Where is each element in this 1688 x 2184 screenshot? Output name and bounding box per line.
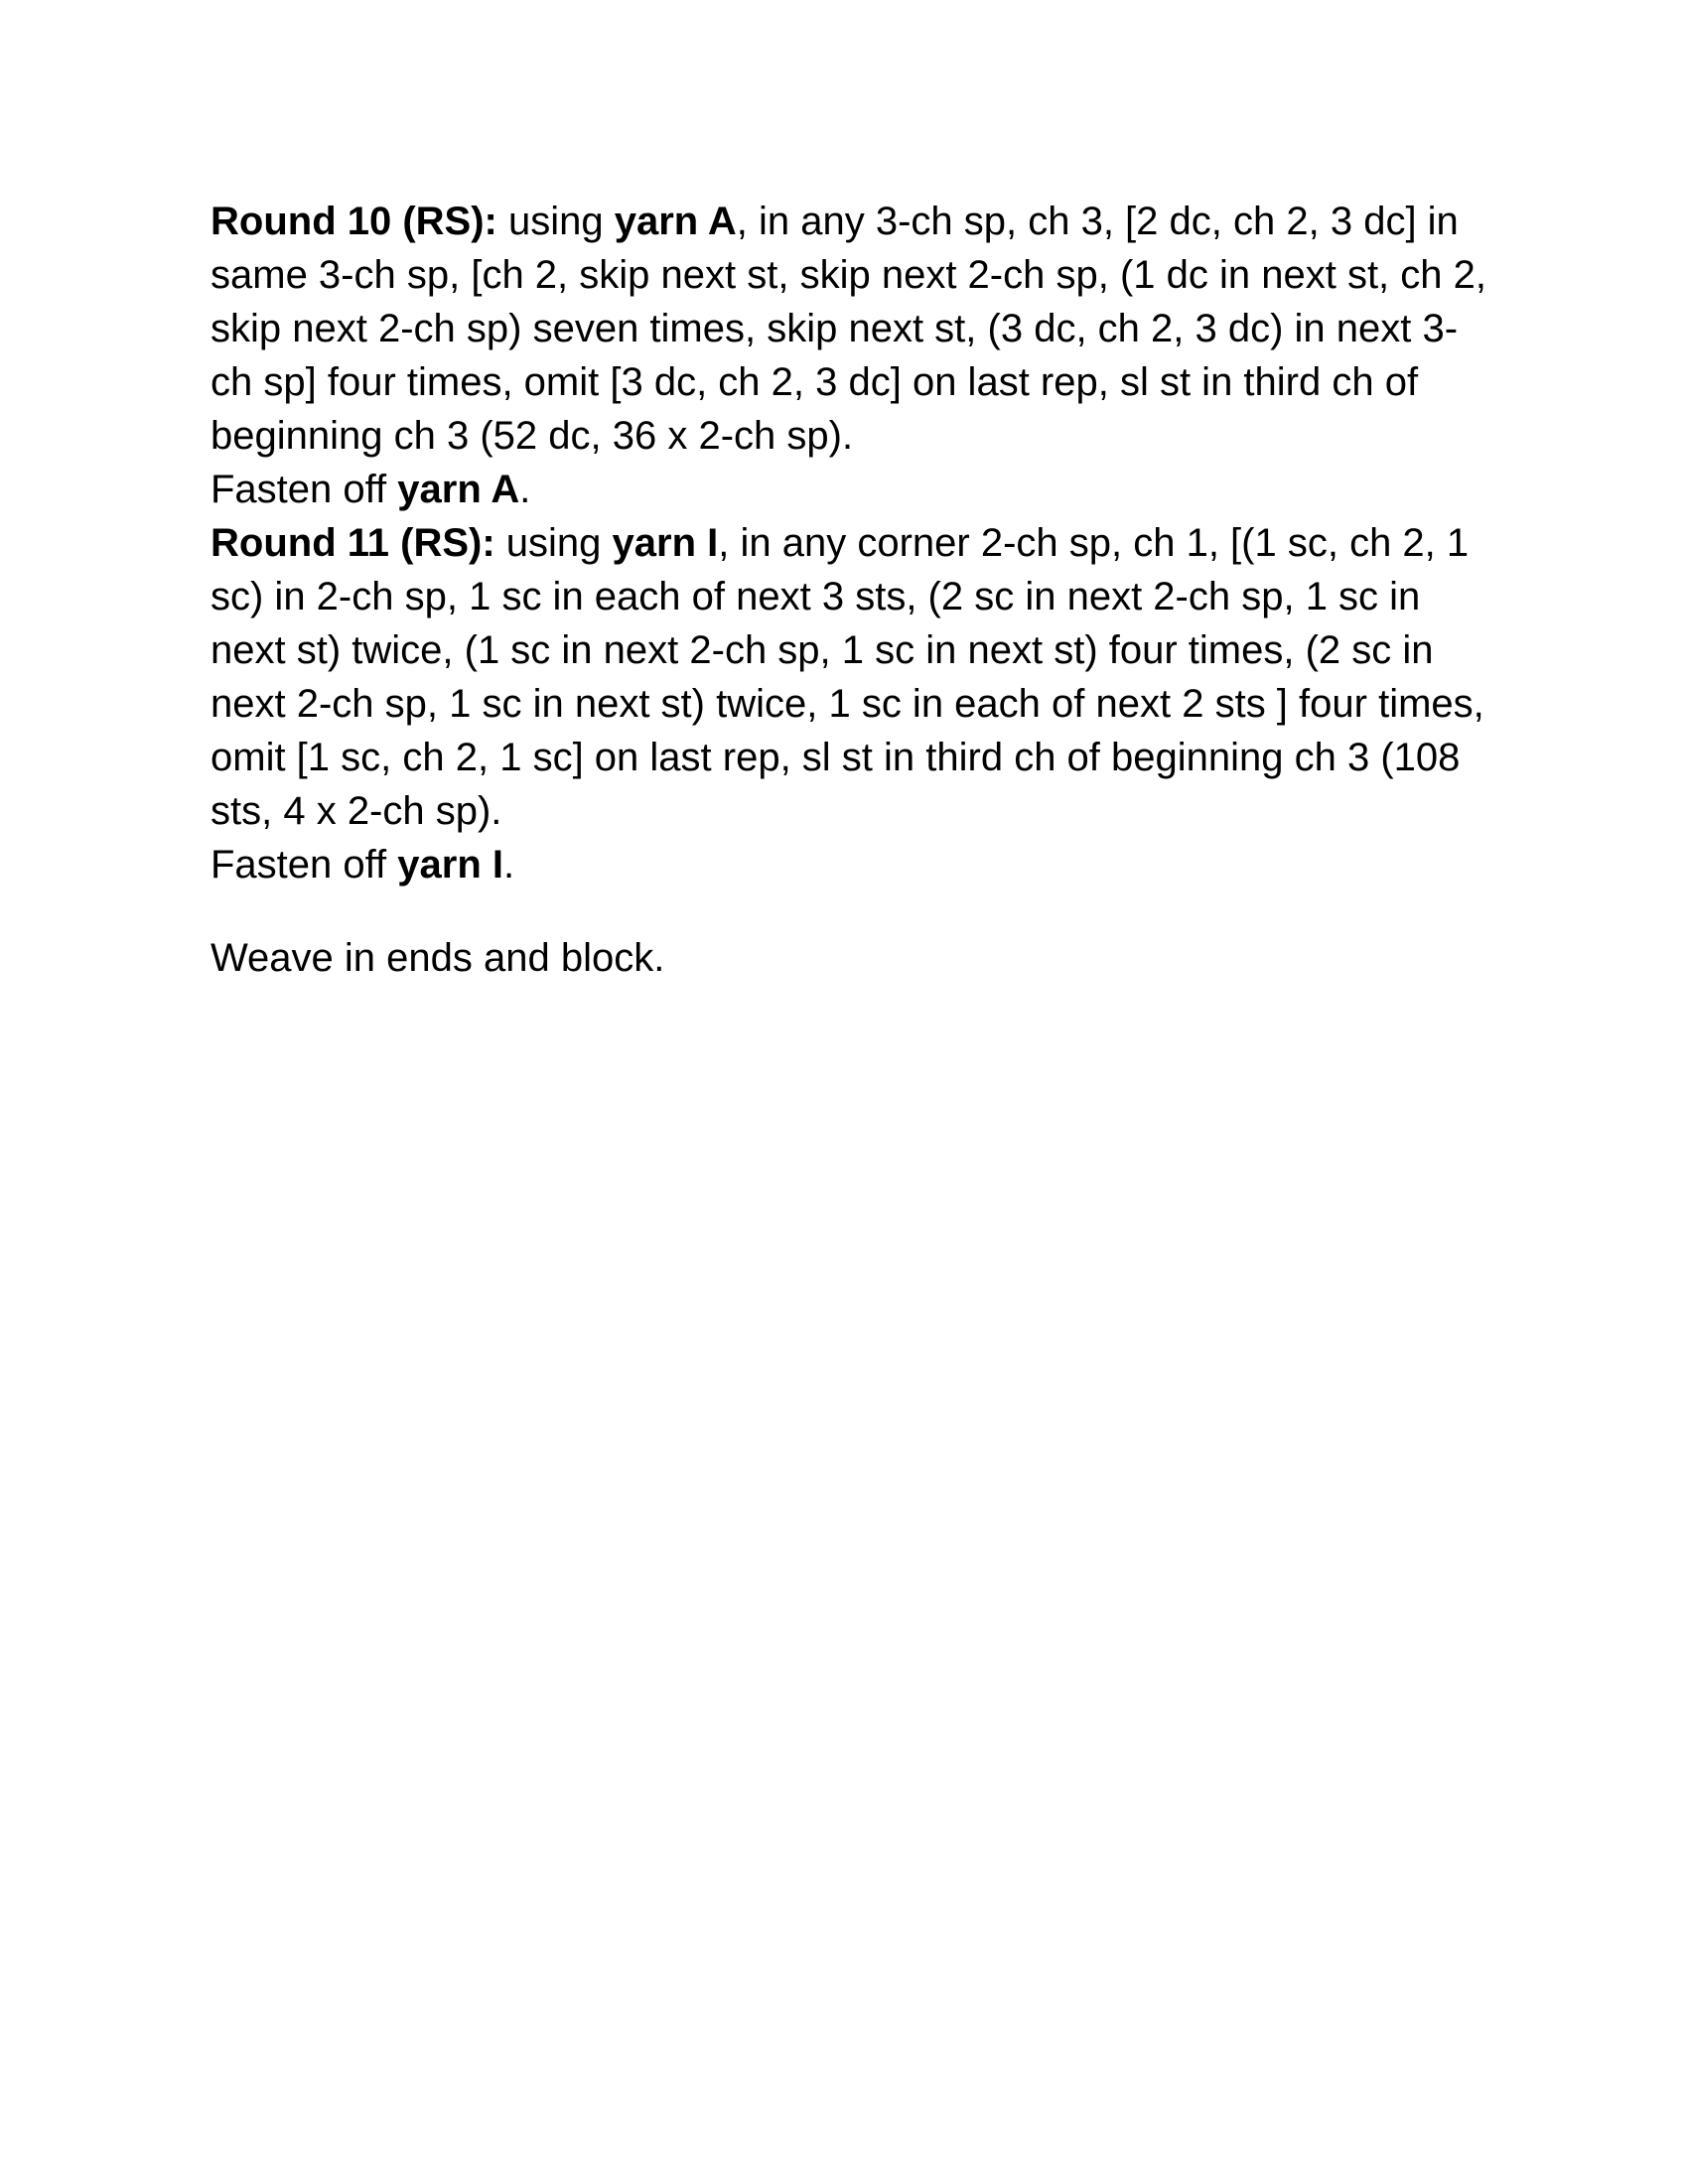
round-11-fasten-suffix: . xyxy=(502,843,515,887)
round-10-yarn: yarn A xyxy=(614,200,737,243)
round-11-text-using: using xyxy=(494,521,613,565)
round-10-body: , in any 3-ch sp, ch 3, [2 dc, ch 2, 3 dc] in same 3-ch sp, [ch 2, skip next st, skip next 2-ch sp, (1 dc in next st, ch 2, skip next 2-ch sp) seven times, skip next st, (3 dc, ch 2, 3 dc) in next 3-ch sp] four times, omit [3 dc, ch 2, 3 dc] on last rep, sl st in third ch of beginning ch 3 (52 dc, 36 x 2-ch sp). xyxy=(211,200,1486,458)
round-10-fasten-yarn: yarn A xyxy=(397,468,520,511)
document-page xyxy=(211,195,1491,985)
round-10-text-using: using xyxy=(496,200,615,243)
round-11-body: , in any corner 2-ch sp, ch 1, [(1 sc, ch 2, 1 sc) in 2-ch sp, 1 sc in each of next 3 sts, (2 sc in next 2-ch sp, 1 sc in next st) twice, (1 sc in next 2-ch sp, 1 sc in next st) four times, (2 sc in next 2-ch sp, 1 sc in next st) twice, 1 sc in each of next 2 sts ] four times, omit [1 sc, ch 2, 1 sc] on last rep, sl st in third ch of beginning ch 3 (108 sts, 4 x 2-ch sp). xyxy=(211,521,1484,833)
round-11-fasten-prefix: Fasten off xyxy=(211,843,398,887)
round-11-label: Round 11 (RS): xyxy=(211,521,495,565)
round-11-fasten-off xyxy=(211,838,1491,891)
round-10-instructions xyxy=(211,195,1491,463)
round-11-yarn: yarn I xyxy=(612,521,719,565)
round-11-fasten-yarn: yarn I xyxy=(397,843,503,887)
round-11-instructions xyxy=(211,516,1491,838)
paragraph-spacer xyxy=(211,891,1491,931)
round-10-label: Round 10 (RS): xyxy=(211,200,497,243)
round-10-fasten-suffix: . xyxy=(519,468,531,511)
finishing-instructions: Weave in ends and block. xyxy=(211,936,665,980)
round-10-fasten-prefix: Fasten off xyxy=(211,468,398,511)
round-10-fasten-off xyxy=(211,463,1491,516)
